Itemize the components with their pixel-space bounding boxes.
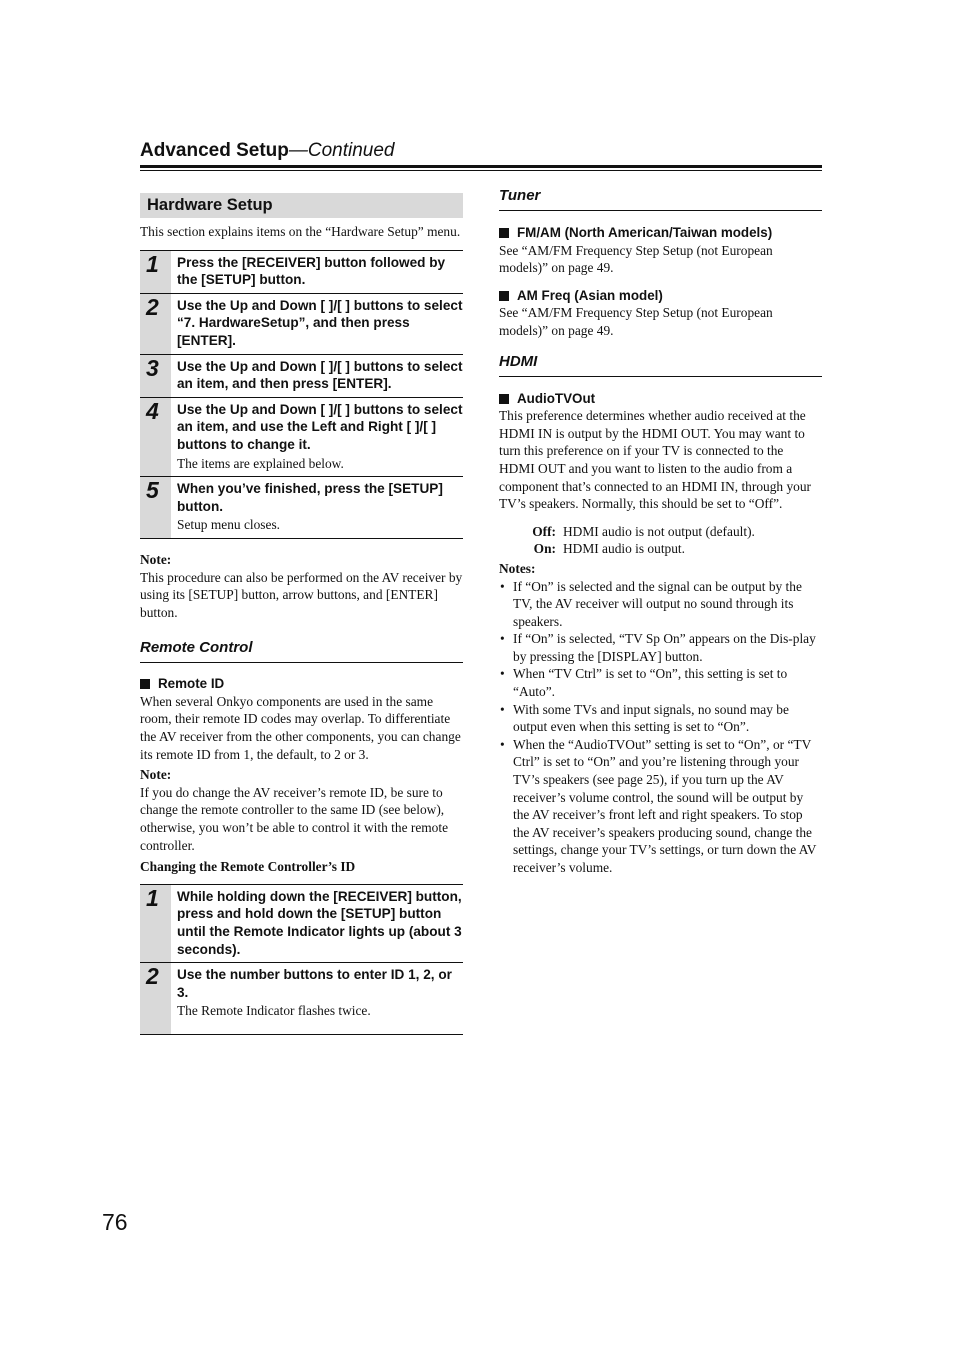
step <box>140 885 463 963</box>
header-title: Advanced Setup—Continued <box>140 140 395 161</box>
square-bullet-icon <box>499 228 509 238</box>
step <box>140 398 463 477</box>
step-number: 3 <box>140 355 171 397</box>
hdmi-notes <box>499 578 822 877</box>
step-number: 4 <box>140 398 171 476</box>
option-desc: HDMI audio is not output (default). <box>563 523 755 539</box>
option-key: On: <box>533 541 556 557</box>
step-subtext: The items are explained below. <box>177 455 344 471</box>
step-title: Use the Up and Down [ ]/[ ] buttons to select “7. HardwareSetup”, and then press [ENTER]. <box>177 297 463 348</box>
page-header <box>140 139 822 163</box>
option-key: Off: <box>532 523 556 539</box>
fm-am-heading: FM/AM (North American/Taiwan models) <box>499 224 822 242</box>
step-number: 2 <box>140 294 171 354</box>
step-subtext: Setup menu closes. <box>177 517 281 533</box>
step <box>140 355 463 398</box>
note-item: • When the “AudioTVOut” setting is set to “On”, or “TV Ctrl” is set to “On” and you’re listening through your TV’s speakers (see page 25), if you turn up the AV receiver’s volume control, the sound will be output by the AV receiver’s front left and right speakers. To stop the AV receiver’s speakers producing sound, change the settings, change your TV’s settings, or turn down the AV receiver’s volume. <box>499 736 822 877</box>
am-freq-body: See “AM/FM Frequency Step Setup (not European models)” on page 49. <box>499 305 773 338</box>
header-continued: —Continued <box>288 140 395 161</box>
remote-id-note: If you do change the AV receiver’s remote ID, be sure to change the remote controller to the same ID (see below), otherwise, you won’t be able to control it with the remote controller. <box>140 784 449 853</box>
hardware-setup-intro: This section explains items on the “Hardware Setup” menu. <box>140 224 461 239</box>
left-column <box>140 193 463 1035</box>
step-title: Press the [RECEIVER] button followed by the [SETUP] button. <box>177 254 446 288</box>
step-number: 5 <box>140 477 171 538</box>
header-rule-thin <box>140 170 822 171</box>
step-number: 2 <box>140 963 171 1034</box>
option-row <box>499 523 822 541</box>
audiotvout-heading: AudioTVOut <box>499 390 822 408</box>
step-title: When you’ve finished, press the [SETUP] button. <box>177 481 443 514</box>
remote-id-steps <box>140 884 463 1035</box>
right-column <box>499 186 822 877</box>
note-item: • If “On” is selected, “TV Sp On” appears on the Dis-play by pressing the [DISPLAY] button. <box>499 630 822 665</box>
fm-am-body: See “AM/FM Frequency Step Setup (not European models)” on page 49. <box>499 242 773 276</box>
step-title: While holding down the [RECEIVER] button, press and hold down the [SETUP] button until the Remote Indicator lights up (about 3 seconds). <box>177 888 462 957</box>
square-bullet-icon <box>140 679 150 689</box>
square-bullet-icon <box>499 291 509 301</box>
note-item: • With some TVs and input signals, no sound may be output even when this setting is set to “On”. <box>499 701 822 736</box>
page-number: 76 <box>102 1209 128 1235</box>
remote-id-body: When several Onkyo components are used in the same room, their remote ID codes may overlap. To differentiate the AV receiver from the other components, you can change its remote ID from 1, the default, to 2 or 3. <box>140 693 461 762</box>
hardware-setup-heading: Hardware Setup <box>140 193 463 218</box>
note-label: Note: <box>140 551 172 567</box>
header-rule <box>140 165 822 168</box>
step-title: Use the Up and Down [ ]/[ ] buttons to select an item, and use the Left and Right [ ]/[ ] buttons to change it. <box>177 401 463 452</box>
note-label: Note: <box>140 767 172 783</box>
step <box>140 294 463 355</box>
hardware-setup-steps <box>140 250 463 539</box>
hdmi-heading: HDMI <box>499 352 822 377</box>
note-text: This procedure can also be performed on the AV receiver by using its [SETUP] button, arrow buttons, and [ENTER] button. <box>140 569 463 620</box>
step-title: Use the Up and Down [ ]/[ ] buttons to select an item, and then press [ENTER]. <box>177 358 463 392</box>
option-row <box>499 540 822 558</box>
square-bullet-icon <box>499 394 509 404</box>
remote-control-heading: Remote Control <box>140 638 463 663</box>
note-item: • If “On” is selected and the signal can be output by the TV, the AV receiver will output no sound through its speakers. <box>499 578 822 631</box>
notes-label: Notes: <box>499 560 536 576</box>
audiotvout-options <box>499 523 822 558</box>
step <box>140 963 463 1035</box>
step <box>140 251 463 294</box>
step-number: 1 <box>140 251 171 293</box>
audiotvout-body: This preference determines whether audio received at the HDMI IN is output by the HDMI OUT. You may want to turn this preference on if your TV is connected to the HDMI OUT and you want to listen to the audio from a component that’s connected to an HDMI IN, through your TV’s speakers. Normally, this should be set to “Off”. <box>499 408 812 512</box>
step <box>140 477 463 539</box>
am-freq-heading: AM Freq (Asian model) <box>499 287 822 305</box>
step-title: Use the number buttons to enter ID 1, 2, or 3. <box>177 967 452 1000</box>
option-desc: HDMI audio is output. <box>563 541 685 557</box>
note-item: • When “TV Ctrl” is set to “On”, this setting is set to “Auto”. <box>499 665 822 700</box>
changing-id-label: Changing the Remote Controller’s ID <box>140 859 356 875</box>
step-number: 1 <box>140 885 171 962</box>
tuner-heading: Tuner <box>499 186 822 211</box>
step-subtext: The Remote Indicator flashes twice. <box>177 1003 371 1019</box>
remote-id-heading: Remote ID <box>140 675 463 693</box>
